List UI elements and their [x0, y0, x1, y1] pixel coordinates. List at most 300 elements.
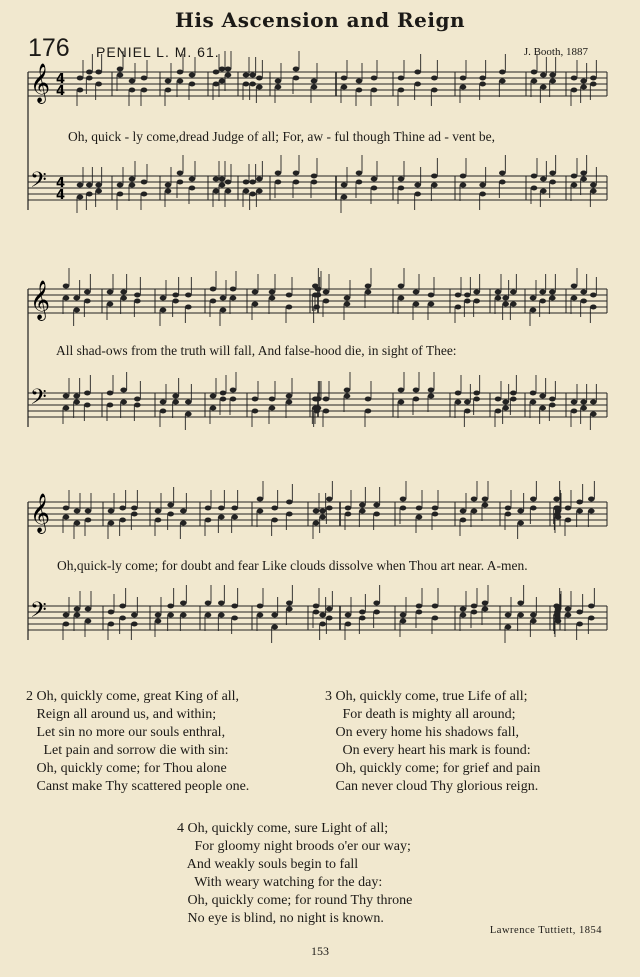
note-head [219, 183, 226, 188]
note-head [413, 397, 420, 402]
note-head [431, 174, 438, 179]
note-head [323, 299, 330, 304]
time-signature: 4 [56, 72, 66, 87]
note-head [189, 82, 196, 87]
note-head [510, 397, 517, 402]
note-head [180, 613, 187, 618]
note-head [219, 177, 226, 182]
note-head [398, 186, 405, 191]
note-head [312, 406, 319, 411]
note-head [271, 613, 278, 618]
page-number: 153 [311, 944, 329, 958]
note-head [341, 76, 348, 81]
note-head [108, 509, 115, 514]
note-head [428, 394, 435, 399]
note-head [185, 293, 192, 298]
note-head [131, 506, 138, 511]
note-head [95, 183, 102, 188]
note-head [495, 409, 502, 414]
note-head [220, 391, 227, 396]
note-head [499, 79, 506, 84]
hymn-number: 176 [28, 34, 70, 62]
note-head [530, 308, 537, 313]
note-head [74, 607, 81, 612]
note-head [311, 79, 318, 84]
note-head [286, 400, 293, 405]
note-head [326, 616, 333, 621]
note-head [460, 518, 467, 523]
note-head [431, 76, 438, 81]
note-head [107, 403, 114, 408]
note-head [530, 400, 537, 405]
note-head [530, 497, 537, 502]
note-head [471, 604, 478, 609]
note-head [77, 195, 84, 200]
note-head [588, 497, 595, 502]
note-head [530, 619, 537, 624]
note-head [257, 509, 264, 514]
note-head [85, 607, 92, 612]
note-head [502, 302, 509, 307]
note-head [359, 503, 366, 508]
note-head [344, 296, 351, 301]
note-head [432, 604, 439, 609]
note-head [230, 287, 237, 292]
note-head [319, 515, 326, 520]
note-head [416, 610, 423, 615]
note-head [256, 189, 263, 194]
note-head [286, 500, 293, 505]
note-head [74, 613, 81, 618]
note-head [549, 296, 556, 301]
note-head [167, 512, 174, 517]
note-head [590, 82, 597, 87]
note-head [165, 189, 172, 194]
note-head [464, 400, 471, 405]
note-head [167, 613, 174, 618]
note-head [549, 79, 556, 84]
note-head [119, 518, 126, 523]
note-head [243, 189, 250, 194]
note-head [510, 391, 517, 396]
note-head [63, 515, 70, 520]
note-head [345, 506, 352, 511]
note-head [225, 180, 232, 185]
note-head [413, 388, 420, 393]
note-head [86, 70, 93, 75]
note-head [220, 308, 227, 313]
note-head [160, 409, 167, 414]
note-head [134, 397, 141, 402]
note-head [165, 79, 172, 84]
note-head [371, 76, 378, 81]
note-head [275, 180, 282, 185]
note-head [180, 601, 187, 606]
note-head [460, 509, 467, 514]
note-head [63, 622, 70, 627]
note-head [172, 400, 179, 405]
note-head [155, 509, 162, 514]
note-head [460, 183, 467, 188]
note-head [249, 192, 256, 197]
note-head [117, 183, 124, 188]
note-head [341, 195, 348, 200]
note-head [63, 296, 70, 301]
note-head [155, 619, 162, 624]
note-head [155, 518, 162, 523]
note-head [108, 610, 115, 615]
note-head [356, 88, 363, 93]
note-head [134, 299, 141, 304]
note-head [341, 183, 348, 188]
note-head [225, 73, 232, 78]
note-head [213, 189, 220, 194]
note-head [432, 512, 439, 517]
note-head [311, 85, 318, 90]
note-head [431, 183, 438, 188]
note-head [77, 76, 84, 81]
note-head [326, 506, 333, 511]
note-head [86, 76, 93, 81]
note-head [365, 290, 372, 295]
note-head [129, 177, 136, 182]
note-head [576, 509, 583, 514]
note-head [312, 284, 319, 289]
note-head [86, 192, 93, 197]
note-head [185, 400, 192, 405]
note-head [120, 388, 127, 393]
note-head [413, 290, 420, 295]
note-head [539, 290, 546, 295]
note-head [400, 497, 407, 502]
note-head [313, 604, 320, 609]
note-head [356, 79, 363, 84]
note-head [286, 601, 293, 606]
note-head [319, 613, 326, 618]
note-head [571, 296, 578, 301]
note-head [414, 192, 421, 197]
note-head [482, 601, 489, 606]
note-head [243, 82, 250, 87]
note-head [505, 506, 512, 511]
time-signature: 4 [56, 176, 66, 191]
note-head [177, 180, 184, 185]
note-head [371, 88, 378, 93]
note-head [398, 177, 405, 182]
note-head [257, 604, 264, 609]
note-head [531, 79, 538, 84]
note-head [565, 613, 572, 618]
bass-clef: 𝄢 [30, 385, 47, 415]
note-head [359, 509, 366, 514]
note-head [553, 604, 560, 609]
note-head [323, 397, 330, 402]
note-head [359, 610, 366, 615]
note-head [571, 183, 578, 188]
note-head [455, 305, 462, 310]
note-head [84, 403, 91, 408]
note-head [286, 305, 293, 310]
note-head [580, 400, 587, 405]
note-head [540, 177, 547, 182]
note-head [576, 610, 583, 615]
note-head [231, 604, 238, 609]
note-head [373, 503, 380, 508]
note-head [311, 174, 318, 179]
note-head [398, 88, 405, 93]
note-head [205, 506, 212, 511]
note-head [455, 391, 462, 396]
note-head [220, 397, 227, 402]
note-head [73, 400, 80, 405]
note-head [63, 406, 70, 411]
note-head [416, 515, 423, 520]
note-head [220, 296, 227, 301]
note-head [398, 296, 405, 301]
note-head [398, 76, 405, 81]
note-head [571, 174, 578, 179]
note-head [495, 296, 502, 301]
note-head [580, 171, 587, 176]
note-head [219, 79, 226, 84]
note-head [432, 616, 439, 621]
note-head [530, 296, 537, 301]
note-head [275, 171, 282, 176]
note-head [341, 85, 348, 90]
note-head [252, 302, 259, 307]
note-head [120, 290, 127, 295]
note-head [531, 186, 538, 191]
note-head [252, 290, 259, 295]
note-head [371, 177, 378, 182]
note-head [257, 613, 264, 618]
note-head [63, 394, 70, 399]
note-head [345, 613, 352, 618]
note-head [432, 506, 439, 511]
note-head [213, 70, 220, 75]
note-head [344, 394, 351, 399]
note-head [571, 88, 578, 93]
note-head [165, 88, 172, 93]
note-head [95, 70, 102, 75]
note-head [365, 409, 372, 414]
note-head [344, 388, 351, 393]
note-head [286, 607, 293, 612]
note-head [530, 506, 537, 511]
note-head [210, 406, 217, 411]
note-head [117, 73, 124, 78]
note-head [455, 293, 462, 298]
note-head [180, 509, 187, 514]
note-head [218, 515, 225, 520]
note-head [117, 192, 124, 197]
note-head [326, 607, 333, 612]
note-head [345, 512, 352, 517]
note-head [414, 70, 421, 75]
time-signature: 4 [56, 188, 66, 203]
note-head [218, 601, 225, 606]
note-head [86, 183, 93, 188]
note-head [108, 521, 115, 526]
note-head [231, 616, 238, 621]
note-head [177, 70, 184, 75]
note-head [344, 302, 351, 307]
note-head [464, 299, 471, 304]
note-head [373, 512, 380, 517]
note-head [499, 70, 506, 75]
note-head [243, 180, 250, 185]
note-head [517, 509, 524, 514]
note-head [256, 177, 263, 182]
note-head [580, 177, 587, 182]
note-head [540, 73, 547, 78]
note-head [571, 284, 578, 289]
note-head [356, 171, 363, 176]
note-head [414, 82, 421, 87]
note-head [554, 512, 561, 517]
note-head [180, 521, 187, 526]
note-head [590, 293, 597, 298]
note-head [553, 613, 560, 618]
note-head [107, 302, 114, 307]
note-head [160, 296, 167, 301]
note-head [120, 296, 127, 301]
note-head [213, 82, 220, 87]
note-head [172, 394, 179, 399]
note-head [218, 506, 225, 511]
note-head [549, 73, 556, 78]
note-head [502, 400, 509, 405]
note-head [269, 397, 276, 402]
note-head [313, 521, 320, 526]
note-head [249, 73, 256, 78]
note-head [540, 189, 547, 194]
note-head [286, 293, 293, 298]
note-head [225, 189, 232, 194]
note-head [590, 412, 597, 417]
note-head [517, 601, 524, 606]
note-head [482, 497, 489, 502]
note-head [185, 305, 192, 310]
note-head [499, 171, 506, 176]
note-head [510, 290, 517, 295]
note-head [499, 180, 506, 185]
note-head [323, 290, 330, 295]
note-head [549, 397, 556, 402]
note-head [210, 287, 217, 292]
note-head [313, 305, 320, 310]
note-head [398, 388, 405, 393]
note-head [134, 403, 141, 408]
note-head [460, 174, 467, 179]
note-head [269, 406, 276, 411]
note-head [313, 610, 320, 615]
note-head [108, 622, 115, 627]
section-title: His Ascension and Reign [174, 8, 466, 32]
note-head [590, 400, 597, 405]
note-head [189, 73, 196, 78]
note-head [117, 67, 124, 72]
note-head [471, 509, 478, 514]
note-head [185, 412, 192, 417]
note-head [431, 88, 438, 93]
note-head [428, 302, 435, 307]
note-head [243, 73, 250, 78]
note-head [85, 619, 92, 624]
note-head [219, 67, 226, 72]
note-head [286, 394, 293, 399]
note-head [530, 391, 537, 396]
note-head [74, 521, 81, 526]
note-head [230, 296, 237, 301]
note-head [571, 400, 578, 405]
note-head [460, 607, 467, 612]
note-head [85, 509, 92, 514]
note-head [141, 76, 148, 81]
note-head [473, 290, 480, 295]
note-head [365, 397, 372, 402]
note-head [160, 308, 167, 313]
note-head [553, 497, 560, 502]
note-head [580, 85, 587, 90]
note-head [549, 171, 556, 176]
note-head [398, 400, 405, 405]
note-head [165, 183, 172, 188]
note-head [571, 409, 578, 414]
note-head [553, 506, 560, 511]
note-head [205, 518, 212, 523]
note-head [565, 607, 572, 612]
note-head [155, 613, 162, 618]
note-head [271, 625, 278, 630]
note-head [256, 85, 263, 90]
note-head [231, 515, 238, 520]
note-head [107, 391, 114, 396]
note-head [213, 177, 220, 182]
note-head [565, 506, 572, 511]
note-head [549, 403, 556, 408]
composer-credit: J. Booth, 1887 [523, 46, 588, 58]
note-head [464, 409, 471, 414]
treble-clef: 𝄞 [30, 280, 51, 320]
note-head [540, 85, 547, 90]
note-head [539, 406, 546, 411]
note-head [428, 388, 435, 393]
note-head [580, 290, 587, 295]
note-head [84, 391, 91, 396]
note-head [455, 400, 462, 405]
tune-name: PENIEL L. M. 61. [96, 44, 220, 60]
note-head [590, 183, 597, 188]
note-head [84, 290, 91, 295]
note-head [398, 284, 405, 289]
note-head [531, 70, 538, 75]
note-head [74, 509, 81, 514]
bass-clef: 𝄢 [30, 598, 47, 628]
note-head [505, 613, 512, 618]
note-head [517, 521, 524, 526]
note-head [580, 406, 587, 411]
note-head [269, 290, 276, 295]
note-head [269, 296, 276, 301]
note-head [517, 613, 524, 618]
note-head [107, 290, 114, 295]
note-head [460, 613, 467, 618]
note-head [590, 305, 597, 310]
note-head [275, 79, 282, 84]
note-head [249, 180, 256, 185]
note-head [313, 509, 320, 514]
